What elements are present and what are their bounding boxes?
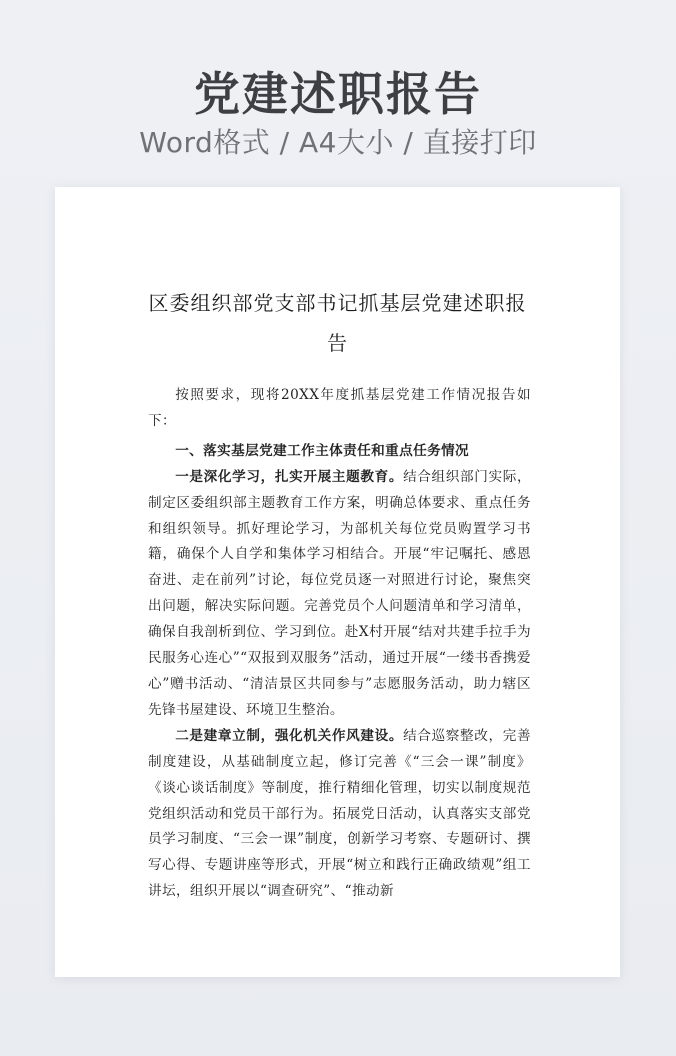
section-heading: 一、落实基层党建工作主体责任和重点任务情况	[175, 442, 470, 459]
paragraph-1-text: 结合组织部门实际，制定区委组织部主题教育工作方案，明确总体要求、重点任务和组织领导。抓好理论学习，为部机关每位党员购置学习书籍，确保个人自学和集体学习相结合。开展“牢记嘱托、感恩奋进、走在前列”讨论，每位党员逐一对照进行讨论，聚焦突出问题，解决实际问题。完善党员个人问题清单和学习清单，确保自我剖析到位、学习到位。赴X村开展“结对共建手拉手为民服务心连心”“双报到双服务”活动，通过开展“一缕书香携爱心”赠书活动、“清洁景区共同参与”志愿服务活动，助力辖区先锋书屋建设、环境卫生整治。	[148, 468, 531, 718]
banner-subtitle: Word格式 / A4大小 / 直接打印	[139, 126, 537, 159]
banner	[0, 66, 676, 160]
paragraph-2-text: 结合巡察整改，完善制度建设，从基础制度立起，修订完善《“三会一课”制度》《谈心谈话制度》等制度，推行精细化管理，切实以制度规范党组织活动和党员干部行为。拓展党日活动，认真落实支部党员学习制度、“三会一课”制度，创新学习考察、专题研讨、撰写心得、专题讲座等形式，开展“树立和践行正确政绩观”组工讲坛，组织开展以“调查研究”、“推动新	[148, 727, 531, 900]
document-body	[148, 383, 531, 905]
paragraph-2-lead: 二是建章立制，强化机关作风建设。	[175, 727, 404, 744]
document-title: 区委组织部党支部书记抓基层党建述职报告	[148, 291, 527, 355]
paragraph-2	[148, 724, 531, 905]
banner-title: 党建述职报告	[194, 67, 482, 121]
intro-paragraph: 按照要求，现将20XX年度抓基层党建工作情况报告如下：	[148, 387, 531, 429]
paragraph-1-lead: 一是深化学习，扎实开展主题教育。	[175, 468, 404, 485]
document-page	[55, 187, 620, 977]
paragraph-1	[148, 465, 531, 724]
